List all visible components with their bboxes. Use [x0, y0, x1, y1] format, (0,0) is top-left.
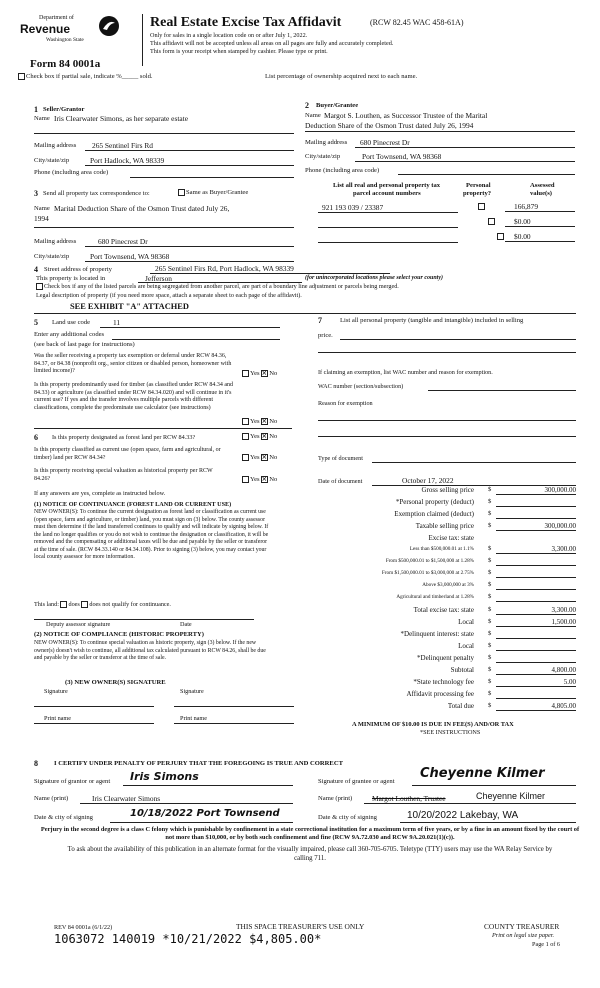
seller-name-label: Name — [34, 115, 50, 122]
seller-city[interactable]: Port Hadlock, WA 98339 — [90, 156, 165, 165]
current-use-no-checkbox[interactable] — [261, 454, 268, 461]
same-as-buyer-label: Same as Buyer/Grantee — [186, 189, 249, 197]
dollar-sign: $ — [488, 702, 492, 709]
new-owner-signature-title: (3) NEW OWNER(S) SIGNATURE — [65, 679, 166, 686]
notice1-text: NEW OWNER(S): To continue the current designation as forest land or classification as current use (open space, farm and agriculture, or timber) land, you must sign on (3) below. The county assessor must then determine if the land transferred continues to qualify and will indicate by signing below. If the land no longer qualifies or you do not wish to continue the designation or classification, it will be removed and the compensating or additional taxes will be due and payable by the seller or transferor at the time of sale. (RCW 84.33.140 or 84.34.108). Prior to signing (3) below, you may contact your local county assessor for more information. — [34, 509, 269, 561]
street-address[interactable]: 265 Sentinel Firs Rd, Port Hadlock, WA 98339 — [155, 264, 294, 273]
tax-row-value[interactable]: 300,000.00 — [496, 522, 576, 531]
tax-row-label: Affidavit processing fee — [406, 690, 474, 698]
tax-row-value[interactable] — [496, 569, 576, 578]
dollar-sign: $ — [488, 666, 492, 673]
grantor-name[interactable]: Iris Clearwater Simons — [92, 794, 161, 803]
tax-row-label: Local — [458, 642, 474, 650]
grantor-name-label: Name (print) — [34, 795, 69, 802]
section6-q1-answer — [242, 433, 277, 441]
grantee-date-city[interactable]: 10/20/2022 Lakebay, WA — [407, 810, 519, 821]
assessed-value-2[interactable]: $0.00 — [514, 217, 531, 226]
seller-mailing[interactable]: 265 Sentinel Firs Rd — [92, 141, 153, 150]
dollar-sign: $ — [488, 678, 492, 685]
seller-name[interactable]: Iris Clearwater Simons, as her separate estate — [54, 114, 189, 123]
tax-row-label: Agricultural and timberland at 1.28% — [396, 594, 474, 600]
exemption-label: If claiming an exemption, list WAC number and reason for exemption. — [318, 369, 493, 376]
treasurer-space: THIS SPACE TREASURER'S USE ONLY — [236, 922, 365, 931]
section1-number: 1 — [34, 105, 38, 114]
grantee-name-struck: Margot Louthen, Trustee — [372, 794, 446, 803]
assessed-value-3[interactable]: $0.00 — [514, 232, 531, 241]
total-due-value[interactable]: 4,805.00 — [496, 702, 576, 711]
same-as-buyer-checkbox[interactable] — [178, 189, 185, 196]
grantor-date-city[interactable]: 10/18/2022 Port Townsend — [130, 808, 280, 819]
street-address-label: Street address of property — [44, 266, 112, 273]
yes-label: Yes — [250, 418, 260, 426]
buyer-heading: Buyer/Grantee — [316, 102, 359, 109]
header-note1: Only for sales in a single location code on or after July 1, 2022. — [150, 32, 308, 39]
yes-label: Yes — [250, 454, 260, 462]
same-as-buyer — [178, 189, 248, 197]
tax-row-label: Subtotal — [450, 666, 474, 674]
section6-q2: Is this property classified as current use (open space, farm and agricultural, or timber) land per RCW 84.34? — [34, 447, 221, 461]
parcel-col2b: property? — [463, 190, 492, 197]
personal-property-checkbox-3[interactable] — [497, 233, 504, 240]
section3-name-label: Name — [34, 205, 50, 212]
legal-description-label: Legal description of property (if you need more space, attach a separate sheet to each page of the affidavit). — [36, 292, 302, 299]
print-name-label-1: Print name — [44, 715, 71, 722]
buyer-name2[interactable]: Deduction Share of the Osmon Trust dated July 26, 1994 — [305, 121, 474, 130]
tax-row-value[interactable] — [496, 593, 576, 602]
segregated-row — [36, 283, 399, 291]
form-title: Real Estate Excise Tax Affidavit — [150, 15, 342, 30]
section3-city-label: City/state/zip — [34, 253, 70, 260]
tax-row-value[interactable]: 3,300.00 — [496, 606, 576, 615]
parcel-col2: Personal — [466, 182, 491, 189]
section5-q2: Is this property predominantly used for timber (as classified under RCW 84.34 and 84.33) or agriculture (as classified under RCW 84.34.020) and will continue in it's current use? If yes and the transfer involves multiple parcels with different classifications, complete the predominate use calculator (see instructions) — [34, 382, 234, 411]
deputy-signature-label: Deputy assessor signature — [46, 621, 111, 628]
does-checkbox[interactable] — [60, 601, 67, 608]
buyer-name[interactable]: Margot S. Louthen, as Successor Trustee of the Marital — [324, 111, 488, 120]
section3-mailing[interactable]: 680 Pinecrest Dr — [98, 237, 148, 246]
deputy-date-label: Date — [180, 621, 192, 628]
tax-row-label: *Delinquent interest: state — [400, 630, 474, 638]
tax-row-label: Gross selling price — [421, 486, 474, 494]
tax-row-value[interactable]: 5.00 — [496, 678, 576, 687]
tax-row-label: Local — [458, 618, 474, 626]
buyer-mailing-label: Mailing address — [305, 139, 348, 146]
yes-label: Yes — [250, 476, 260, 484]
parcel-col1: List all real and personal property tax — [333, 182, 441, 189]
seller-city-label: City/state/zip — [34, 157, 70, 164]
dollar-sign: $ — [488, 593, 492, 600]
county-treasurer: COUNTY TREASURER — [484, 922, 560, 931]
dollar-sign: $ — [488, 522, 492, 529]
tax-row-label: *Delinquent penalty — [417, 654, 474, 662]
tax-row-label: Less than $500,000.01 at 1.1% — [409, 546, 474, 552]
dollar-sign: $ — [488, 642, 492, 649]
dollar-sign: $ — [488, 498, 492, 505]
minimum-note: A MINIMUM OF $10.00 IS DUE IN FEE(S) AND/OR TAX — [352, 721, 514, 728]
dollar-sign: $ — [488, 486, 492, 493]
buyer-name-label: Name — [305, 112, 321, 119]
q2-no-checkbox[interactable] — [261, 418, 268, 425]
logo-line2: Revenue — [20, 22, 71, 36]
dollar-sign: $ — [488, 690, 492, 697]
section3-mailing-label: Mailing address — [34, 238, 77, 245]
grantor-signature-label: Signature of grantor or agent — [34, 778, 111, 785]
additional-codes-label: Enter any additional codes — [34, 331, 105, 338]
print-name-label-2: Print name — [180, 715, 207, 722]
dollar-sign: $ — [488, 545, 492, 552]
exhibit-note[interactable]: SEE EXHIBIT "A" ATTACHED — [70, 302, 189, 311]
buyer-phone-label: Phone (including area code) — [305, 167, 380, 174]
historic-yes-checkbox[interactable] — [242, 476, 249, 483]
section3-name[interactable]: Marital Deduction Share of the Osmon Trust dated July 26, — [54, 204, 230, 213]
section6-q3: Is this property receiving special valuation as historical property per RCW 84.26? — [34, 468, 213, 482]
signature-label-2: Signature — [180, 688, 204, 695]
yes-label: Yes — [250, 370, 260, 378]
tax-row-label: Exemption claimed (deduct) — [394, 510, 474, 518]
form-title-ref: (RCW 82.45 WAC 458-61A) — [370, 18, 464, 27]
yes-label: Yes — [250, 433, 260, 441]
if-yes-note: If any answers are yes, complete as instructed below. — [34, 490, 166, 497]
tax-row-label: From $1,500,000.01 to $3,000,000 at 2.75% — [381, 570, 474, 576]
personal-property-checkbox-1[interactable] — [478, 203, 485, 210]
dor-logo-icon — [98, 15, 120, 37]
section6-q3-answer — [242, 476, 277, 484]
partial-sale-checkbox[interactable] — [18, 73, 25, 80]
no-label: No — [269, 454, 278, 462]
tax-row-label: Excise tax: state — [428, 534, 474, 542]
buyer-mailing[interactable]: 680 Pinecrest Dr — [360, 138, 410, 147]
section5-number: 5 — [34, 318, 38, 327]
dollar-sign: $ — [488, 630, 492, 637]
grantee-date-label: Date & city of signing — [318, 814, 377, 821]
notice2-text: NEW OWNER(S): To continue special valuation as historic property, sign (3) below. If the new owner(s) doesn't wish to continue, all additional tax calculated pursuant to RCW 84.26, shall be due and payable by the seller or transferor at the time of sale. — [34, 640, 266, 662]
see-back-label: (see back of last page for instructions) — [34, 341, 135, 348]
tax-row-value[interactable] — [496, 630, 576, 639]
tax-row-value[interactable] — [496, 642, 576, 651]
revision-number: REV 84 0001a (6/1/22) — [54, 924, 113, 931]
tax-row-label: Above $3,000,000 at 3% — [422, 582, 474, 588]
grantee-name[interactable]: Cheyenne Kilmer — [476, 791, 546, 801]
dollar-sign: $ — [488, 654, 492, 661]
section5-q1-answer — [242, 370, 277, 378]
no-label: No — [269, 370, 278, 378]
this-land-label: This land: — [34, 601, 59, 608]
parcel-number[interactable]: 921 193 039 / 23387 — [322, 203, 384, 212]
parcel-col1b: parcel account numbers — [353, 190, 421, 197]
tax-row-value[interactable] — [496, 498, 576, 507]
partial-sale — [18, 73, 153, 81]
historic-no-checkbox[interactable] — [261, 476, 268, 483]
q1-yes-checkbox[interactable] — [242, 370, 249, 377]
type-document-label: Type of document — [318, 455, 363, 462]
section6-q1: Is this property designated as forest land per RCW 84.33? — [52, 434, 196, 441]
tax-row-label: Total due — [447, 702, 474, 710]
page-number: Page 1 of 6 — [532, 941, 561, 948]
section3-number: 3 — [34, 189, 38, 198]
date-document-label: Date of document — [318, 478, 363, 485]
unincorporated-note: (for unincorporated locations please select your county) — [305, 275, 443, 281]
section3-city[interactable]: Port Townsend, WA 98368 — [90, 252, 170, 261]
section3-label: Send all property tax correspondence to: — [43, 190, 150, 197]
accessibility-note: To ask about the availability of this publication in an alternate format for the visually impaired, please call 360-705-6705. Teletype (TTY) users may use the WA Relay Service by calling 711. — [67, 846, 553, 862]
dollar-sign: $ — [488, 510, 492, 517]
tax-row-value[interactable] — [496, 654, 576, 663]
perjury-statement: Perjury in the second degree is a class C felony which is punishable by confinement in a state correctional institution for a maximum term of five years, or by a fine in an amount fixed by the court of not more than $10,000, or by both such confinement and fine (RCW 9A.72.030 and RCW 9A.20.021(1)(c)). — [40, 826, 580, 841]
legal-paper-note: Print on legal size paper. — [492, 932, 555, 939]
tax-row-value[interactable] — [496, 581, 576, 590]
section6-number: 6 — [34, 433, 38, 442]
section5-q1: Was the seller receiving a property tax exemption or deferral under RCW 84.36, 84.37, or 84.38 (nonprofit org., senior citizen or disabled person, homeowner with limited income)? — [34, 353, 232, 374]
dollar-sign: $ — [488, 606, 492, 613]
wac-label: WAC number (section/subsection) — [318, 383, 404, 390]
segregated-label: Check box if any of the listed parcels are being segregated from another parcel, are part of a boundary line adjustment or parcels being merged. — [44, 283, 399, 290]
tax-row-label: From $500,000.01 to $1,500,000 at 1.28% — [385, 558, 474, 564]
ownership-note: List percentage of ownership acquired next to each name. — [265, 73, 418, 80]
tax-row-value[interactable] — [496, 510, 576, 519]
header-note3: This form is your receipt when stamped by cashier. Please type or print. — [150, 48, 328, 55]
seller-heading: Seller/Grantor — [43, 106, 85, 113]
dollar-sign: $ — [488, 618, 492, 625]
does-not-label: does not qualify for continuance. — [89, 601, 171, 608]
dollar-sign: $ — [488, 569, 492, 576]
buyer-city[interactable]: Port Townsend, WA 98368 — [362, 152, 442, 161]
does-not-checkbox[interactable] — [81, 601, 88, 608]
no-label: No — [269, 418, 278, 426]
certify-statement: I CERTIFY UNDER PENALTY OF PERJURY THAT THE FOREGOING IS TRUE AND CORRECT — [54, 760, 343, 767]
dor-logo — [16, 12, 128, 50]
seller-phone-label: Phone (including area code) — [34, 169, 109, 176]
tax-row-value[interactable]: 3,300.00 — [496, 545, 576, 554]
dollar-sign: $ — [488, 557, 492, 564]
section6-q2-answer — [242, 454, 277, 462]
assessed-value-1[interactable]: 166,879 — [514, 202, 539, 211]
section2-number: 2 — [305, 101, 309, 110]
section7-number: 7 — [318, 316, 322, 325]
dollar-sign: $ — [488, 581, 492, 588]
notice2-title: (2) NOTICE OF COMPLIANCE (HISTORIC PROPERTY) — [34, 631, 204, 638]
date-document[interactable]: October 17, 2022 — [402, 476, 454, 485]
landuse-code[interactable]: 11 — [113, 318, 121, 327]
logo-line1: Department of — [39, 15, 74, 21]
tax-row-value[interactable] — [496, 557, 576, 566]
signature-label-1: Signature — [44, 688, 68, 695]
grantee-signature-label: Signature of grantee or agent — [318, 778, 395, 785]
q1-no-checkbox[interactable] — [261, 370, 268, 377]
grantor-date-label: Date & city of signing — [34, 814, 93, 821]
parcel-col3b: value(s) — [530, 190, 552, 197]
logo-line3: Washington State — [46, 37, 84, 43]
grantee-signature[interactable]: Cheyenne Kilmer — [420, 766, 545, 781]
header-note2: This affidavit will not be accepted unless all areas on all pages are fully and accurately completed. — [150, 40, 394, 47]
see-instructions: *SEE INSTRUCTIONS — [420, 729, 481, 736]
grantor-signature[interactable]: Iris Simons — [130, 770, 199, 783]
q2-yes-checkbox[interactable] — [242, 418, 249, 425]
tax-table — [318, 486, 580, 706]
tax-row-label: *State technology fee — [413, 678, 474, 686]
section5-q2-answer — [242, 418, 277, 426]
parcel-col3: Assessed — [530, 182, 555, 189]
no-label: No — [269, 476, 278, 484]
does-label: does — [68, 601, 80, 608]
seller-mailing-label: Mailing address — [34, 142, 77, 149]
section3-name2[interactable]: 1994 — [34, 214, 49, 223]
forest-yes-checkbox[interactable] — [242, 433, 249, 440]
tax-row-label: *Personal property (deduct) — [395, 498, 474, 506]
form-number: Form 84 0001a — [30, 58, 101, 70]
notice1-title: (1) NOTICE OF CONTINUANCE (FOREST LAND OR CURRENT USE) — [34, 501, 232, 508]
partial-sale-label: Check box if partial sale, indicate %_____ sold. — [26, 73, 153, 81]
tax-row-label: Taxable selling price — [415, 522, 474, 530]
section7-label: List all personal property (tangible and intangible) included in selling — [340, 317, 524, 324]
located-label: This property is located in — [36, 275, 106, 282]
current-use-yes-checkbox[interactable] — [242, 454, 249, 461]
buyer-city-label: City/state/zip — [305, 153, 341, 160]
located-county[interactable]: Jefferson — [145, 274, 172, 283]
landuse-label: Land use code — [52, 319, 91, 326]
section7-label2: price. — [318, 332, 333, 339]
tax-row-value[interactable] — [496, 690, 576, 699]
section8-number: 8 — [34, 759, 38, 768]
segregated-checkbox[interactable] — [36, 283, 43, 290]
reason-label: Reason for exemption — [318, 400, 373, 407]
this-land-row — [34, 601, 171, 609]
tax-row-value[interactable]: 1,500.00 — [496, 618, 576, 627]
tax-row-value[interactable]: 4,800.00 — [496, 666, 576, 675]
tax-row-label: Total excise tax: state — [413, 606, 474, 614]
section4-number: 4 — [34, 265, 38, 274]
no-label: No — [269, 433, 278, 441]
grantee-name-label: Name (print) — [318, 795, 353, 802]
personal-property-checkbox-2[interactable] — [488, 218, 495, 225]
forest-no-checkbox[interactable] — [261, 433, 268, 440]
tax-row-value[interactable]: 300,000.00 — [496, 486, 576, 495]
treasurer-stamp: 1063072 140019 *10/21/2022 $4,805.00* — [54, 932, 322, 946]
